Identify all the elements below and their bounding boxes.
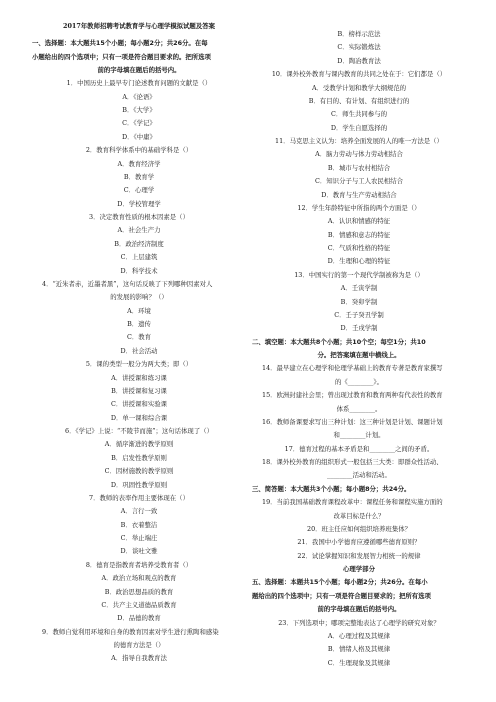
text-line: 体系________。: [336, 404, 382, 413]
text-line: B．癸卯学制: [340, 297, 378, 306]
text-line: B．遗传: [127, 320, 151, 329]
text-line: 16．教师备课要求写出三种计划：这三种计划是计划、课题计划: [262, 417, 443, 426]
section-heading: 前的字母填在题后的括号内。: [97, 65, 181, 74]
text-line: D．品德的教育: [117, 614, 161, 623]
text-line: 17．德育过程的基本矛盾是和________之间的矛盾。: [284, 444, 434, 453]
text-line: D．学生自愿选择的: [330, 123, 388, 132]
text-line: C．壬子癸丑学制: [334, 310, 384, 319]
text-line: 11．马克思主义认为：培养全面发展的人的唯一方法是（）: [275, 137, 443, 145]
text-line: C．实际锻炼法: [337, 43, 381, 52]
text-line: B．衣着整洁: [120, 520, 158, 529]
text-line: 6．《学记》上说：“不陵节而施”；这句话体现了（）: [65, 427, 213, 436]
text-line: 的发展的影响？（）: [110, 293, 168, 302]
text-line: 14．最早建立在心理学和伦理学基础上的教育专著是教育家撰写: [262, 364, 443, 373]
text-line: A．环境: [127, 306, 151, 315]
text-line: 1．中国历史上最早专门论述教育问题的文献是（）: [66, 79, 212, 88]
text-line: 23．下列选项中；哪项完整地表达了心理学的研究对象？: [278, 618, 440, 627]
right-column: [252, 30, 466, 672]
text-line: 22．试论掌握知识和发展智力相统一的规律: [297, 551, 421, 560]
text-line: 10．课外校外教育与课内教育的共同之处在于：它们都是（）: [271, 70, 447, 79]
section-heading: 三、简答题：本大题共3个小题；每小题8分；共24分。: [252, 484, 411, 493]
text-line: C．举止端庄: [120, 534, 158, 543]
text-line: D．生理和心理的特征: [327, 257, 391, 266]
text-line: 改革目标是什么？: [333, 511, 385, 520]
text-line: B．启发性教学原则: [111, 453, 167, 462]
text-line: D．巩固性教学原则: [110, 480, 168, 489]
text-line: B．榜样示范法: [337, 30, 381, 38]
text-line: A．循序渐进的教学原则: [104, 440, 174, 449]
text-line: A．社会生产力: [117, 226, 161, 235]
text-line: 的德育方法是（）: [113, 641, 165, 650]
text-line: 15．欧洲封建社会里；曾出现过教育和教育两种有代表性的教育: [262, 391, 443, 400]
text-line: A．言行一致: [120, 507, 158, 516]
text-line: D．陶冶教育法: [337, 56, 381, 65]
text-line: B．政治经济制度: [114, 239, 164, 248]
text-line: D．科学技术: [120, 266, 158, 275]
text-line: D．《中庸》: [122, 132, 156, 141]
text-line: D．壬戌学制: [340, 324, 378, 333]
text-line: A．指导自我教育法: [111, 654, 167, 663]
text-line: A．壬寅学制: [340, 284, 378, 293]
text-line: 的《________》。: [335, 377, 383, 386]
text-line: 和________计划。: [333, 431, 385, 440]
section-heading: 分。把答案填在题中横线上。: [317, 351, 401, 359]
text-line: C．讲授课和实验课: [110, 400, 167, 409]
text-line: ________活动和活动。: [327, 471, 391, 480]
text-line: A．教育经济学: [117, 159, 161, 168]
text-line: A．脑力劳动与体力劳动相结合: [315, 150, 403, 159]
text-line: B．城市与农村相结合: [327, 163, 391, 172]
section-heading: 题给出的四个选项中；只有一项是符合题目要求的；把所有选项: [252, 591, 431, 600]
text-line: 20．班主任应如何组织培养班集体？: [307, 524, 411, 533]
text-line: D．单一课和综合课: [110, 413, 168, 422]
text-line: B．教育学: [123, 172, 155, 181]
text-line: C．上层建筑: [120, 253, 158, 262]
section-heading: 二、填空题：本大题共8个小题；共10个空；每空1分；共10: [252, 337, 426, 346]
text-line: 8．德育是指教育者培养受教育者（）: [85, 560, 193, 569]
text-line: A．认识和情感的特征: [327, 217, 391, 226]
text-line: C．因材施教的教学原则: [104, 467, 174, 476]
section-heading: 心理学部分: [343, 565, 375, 573]
text-line: B．讲授课和复习课: [111, 386, 167, 395]
text-line: C．共产主义道德品质教育: [101, 600, 177, 609]
text-line: C．生理现象及其规律: [327, 658, 391, 667]
text-line: 5．课的类型一般分为两大类；即（）: [85, 360, 193, 369]
text-line: C．气质和性格的特征: [327, 244, 391, 252]
text-line: B．情感和意志的特征: [327, 230, 391, 239]
section-heading: 前的字母填在题后的括号内。: [317, 605, 401, 614]
text-line: C．心理学: [123, 186, 155, 195]
text-line: B．情绪人格及其规律: [327, 645, 391, 654]
text-line: B．《大学》: [122, 106, 156, 115]
section-heading: 五、选择题：本题共15个小题；每小题2分；共26分。在每小: [252, 578, 428, 587]
text-line: 9．教师自觉利用环境和自身的教育因素对学生进行熏陶和感染: [42, 627, 219, 636]
text-line: 7．教师的表率作用主要体现在（）: [89, 493, 189, 502]
text-line: B．有目的、有计划、有组织进行的: [308, 96, 410, 105]
text-line: C．师生共同参与的: [330, 110, 387, 119]
left-column: [32, 22, 246, 668]
text-line: 2．教育科学体系中的基础学科是（）: [85, 146, 193, 155]
text-line: C．教育: [126, 333, 152, 342]
text-line: B．政治思想品质的教育: [104, 587, 174, 596]
text-line: A．心理过程及其规律: [327, 631, 391, 640]
text-line: 19．当前我国基础教育课程改革中：课程任务和课程实施方面的: [262, 498, 443, 507]
text-line: 3．决定教育性质的根本因素是（）: [89, 213, 189, 222]
text-line: 18．课外校外教育的组织形式一般包括三大类：即群众性活动、: [262, 458, 443, 466]
text-line: 4．“近朱者赤，近墨者黑”，这句话反映了下列哪种因素对人: [42, 279, 213, 288]
text-line: D．学校管理学: [117, 199, 161, 208]
text-line: 21．我国中小学德育应遵循哪些德育原则？: [297, 538, 421, 547]
text-line: D．谈吐文雅: [120, 547, 158, 556]
section-heading: 一、选择题：本大题共15个小题；每小题2分；共26分。在每: [32, 39, 208, 48]
text-line: A．政治立场和观点的教育: [101, 574, 177, 583]
text-line: D．社会活动: [120, 346, 158, 355]
text-line: 12．学生年龄特征中所指的两个方面是（）: [297, 203, 421, 212]
text-line: A．受教学计划和教学大纲规范的: [311, 83, 407, 92]
section-heading: 2017年教师招聘考试教育学与心理学模拟试题及答案: [63, 22, 215, 30]
text-line: C．《学记》: [122, 119, 156, 128]
text-line: C．知识分子与工人农民相结合: [315, 177, 403, 186]
section-heading: 小题给出的四个选项中；只有一项是符合题目要求的。把所选项: [32, 52, 211, 61]
text-line: D．教育与生产劳动相结合: [321, 190, 397, 199]
text-line: A．讲授课和练习课: [111, 373, 167, 382]
text-line: A．《论语》: [122, 92, 156, 101]
text-line: 13．中国实行的第一个现代学制被称为是（）: [294, 270, 424, 279]
